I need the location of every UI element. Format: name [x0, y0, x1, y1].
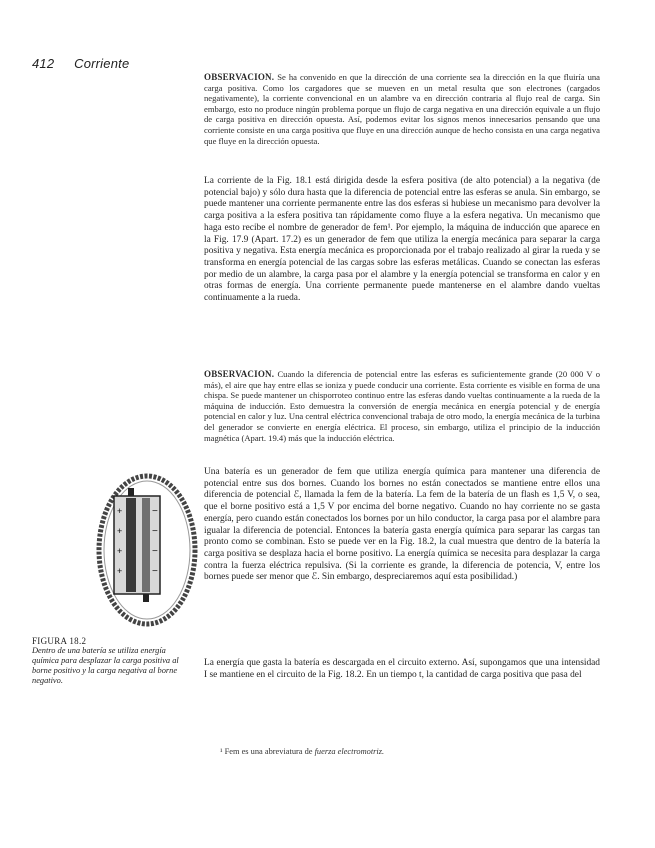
main-paragraph-1 [204, 176, 600, 305]
figure-caption-text: Dentro de una batería se utiliza energía química para desplazar la carga positiva al borne positivo y la carga negativa al borne negativo. [32, 646, 179, 685]
paragraph: La energía que gasta la batería es descargada en el circuito externo. Así, supongamos que una intensidad I se mantiene en el circuito de la Fig. 18.2. En un tiempo t, la cantidad de carga positiva que pasa del [204, 658, 600, 680]
main-paragraph-3 [204, 658, 600, 681]
footnote-text: Fem es una abreviatura de [224, 747, 313, 756]
svg-text:−: − [152, 566, 158, 577]
negative-electrode [142, 498, 150, 592]
footnote-term: fuerza electromotriz. [314, 747, 385, 756]
observation-label: OBSERVACION. [204, 369, 275, 379]
svg-text:−: − [152, 546, 158, 557]
main-paragraph-2 [204, 467, 600, 584]
svg-text:+: + [117, 506, 123, 516]
observation-text: Se ha convenido en que la dirección de una corriente sea la dirección en la que fluiría una carga positiva. Como los cargadores que se mueven en un metal resulta que son electrones (cargados negativamente), la corriente convencional en un alambre va en dirección contraria al flujo real de carga. Sin embargo, esto no produce ningún problema porque un flujo de carga negativa en una dirección equivale a un flujo de carga positiva en dirección opuesta. Así, podemos evitar los signos menos innecesarios pensando que una corriente consiste en una carga positiva que fluye en una dirección aunque de hecho consista en una carga negativa que fluye en la dirección opuesta. [204, 72, 600, 146]
svg-text:+: + [117, 546, 123, 556]
running-title: Corriente [74, 56, 130, 71]
svg-text:−: − [152, 506, 158, 517]
positive-terminal-icon [128, 488, 134, 496]
footnote-marker: ¹ [220, 747, 223, 756]
observation-block-2 [204, 369, 600, 443]
running-header [32, 56, 129, 71]
observation-1 [204, 72, 600, 146]
observation-label: OBSERVACION. [204, 72, 275, 82]
svg-text:−: − [152, 526, 158, 537]
page-number: 412 [32, 56, 55, 71]
battery-figure [92, 468, 202, 628]
svg-text:+: + [117, 526, 123, 536]
paragraph: Una batería es un generador de fem que utiliza energía química para mantener una diferencia de potencial entre sus dos bornes. Cuando los bornes no están conectados se mantiene entre ellos una diferencia de potencial ℰ, llamada la fem de la batería. La fem de la batería de un flash es 1,5 V, o sea, que el borne positivo está a 1,5 V por encima del borne negativo. Cuando no hay corriente no se gasta energía, pero cuando están conectados los bornes por un hilo conductor, la carga pasa por el alambre para igualar la diferencia de potencial. Entonces la batería gasta energía química para separar las cargas tan pronto como se combinan. Esto se puede ver en la Fig. 18.2, la cual muestra que dentro de la batería la carga positiva se desplaza hacia el borne positivo. La energía química se necesita para desplazar la carga contra la fuerza eléctrica repulsiva. (Si la corriente es grande, la diferencia de potencia, V, entre los bornes puede ser menor que ℰ. Sin embargo, despreciaremos aquí esta posibilidad.) [204, 467, 600, 583]
observation-text: Cuando la diferencia de potencial entre las esferas es suficientemente grande (20 000 V o más), el aire que hay entre ellas se ioniza y puede conducir una corriente. Esta corriente es visible en forma de una chispa. Se puede mantener un chisporroteo continuo entre las esferas dando vueltas continuamente a la rueda de la máquina de inducción. Esto demuestra la conversión de energía mecánica en energía potencial y de energía potencial en calor y luz. Una central eléctrica convencional trabaja de otro modo, la energía mecánica de la turbina del generador se convierte en energía eléctrica. El proceso, sin embargo, utiliza el principio de la inducción magnética (Apart. 19.4) más que la inducción eléctrica. [204, 369, 600, 443]
figure-caption [32, 636, 192, 686]
footnote [220, 747, 600, 756]
observation-block-1 [204, 72, 600, 146]
positive-electrode [126, 498, 136, 592]
figure-title: FIGURA 18.2 [32, 636, 87, 646]
negative-terminal-icon [143, 594, 149, 602]
svg-text:+: + [117, 566, 123, 576]
paragraph: La corriente de la Fig. 18.1 está dirigida desde la esfera positiva (de alto potencial) a la negativa (de potencial bajo) y sólo dura hasta que la diferencia de potencial entre las esferas se anula. Sin embargo, se puede mantener una corriente permanente entre las dos esferas si hubiese un mecanismo para devolver la carga positiva a la esfera positiva tan rápidamente como fluye a la esfera negativa. Un mecanismo que haga esto recibe el nombre de generador de fem¹. Por ejemplo, la máquina de inducción que aparece en la Fig. 17.9 (Apart. 17.2) es un generador de fem que utiliza la energía mecánica para separar la carga positiva y negativa. Esta energía mecánica es proporcionada por el trabajo realizado al girar la rueda y se transforma en energía potencial de las cargas sobre las esferas metálicas. Cuando se conectan las esferas por medio de un alambre, la carga pasa por el alambre y la energía potencial se transforma en calor y en otras formas de energía. Una corriente permanente puede mantenerse en el alambre dando vueltas continuamente a la rueda. [204, 176, 600, 304]
observation-2 [204, 369, 600, 443]
